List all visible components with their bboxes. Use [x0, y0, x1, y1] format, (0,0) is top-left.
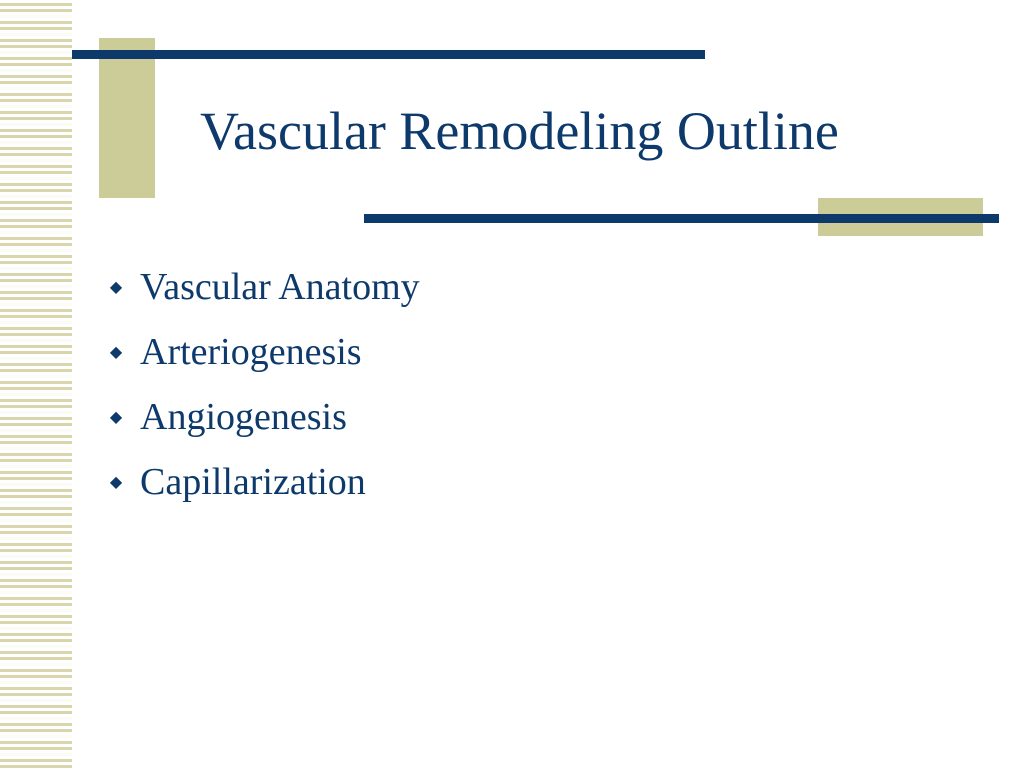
decorative-stripe-band	[0, 0, 72, 768]
title-rule-top	[72, 50, 705, 59]
bullet-list	[104, 254, 420, 514]
bullet-item	[104, 254, 420, 319]
bullet-text: Vascular Anatomy	[140, 265, 420, 308]
diamond-bullet-icon: ◆	[109, 472, 123, 491]
diamond-bullet-icon: ◆	[109, 277, 123, 296]
bullet-text: Arteriogenesis	[140, 330, 362, 373]
diamond-bullet-icon: ◆	[109, 342, 123, 361]
bullet-text: Capillarization	[140, 460, 366, 503]
bullet-text: Angiogenesis	[140, 395, 347, 438]
accent-block-top	[99, 38, 155, 198]
bullet-item	[104, 384, 420, 449]
slide-title: Vascular Remodeling Outline	[200, 101, 839, 161]
bullet-item	[104, 319, 420, 384]
bullet-item	[104, 449, 420, 514]
title-rule-bottom	[364, 214, 999, 223]
diamond-bullet-icon: ◆	[109, 407, 123, 426]
